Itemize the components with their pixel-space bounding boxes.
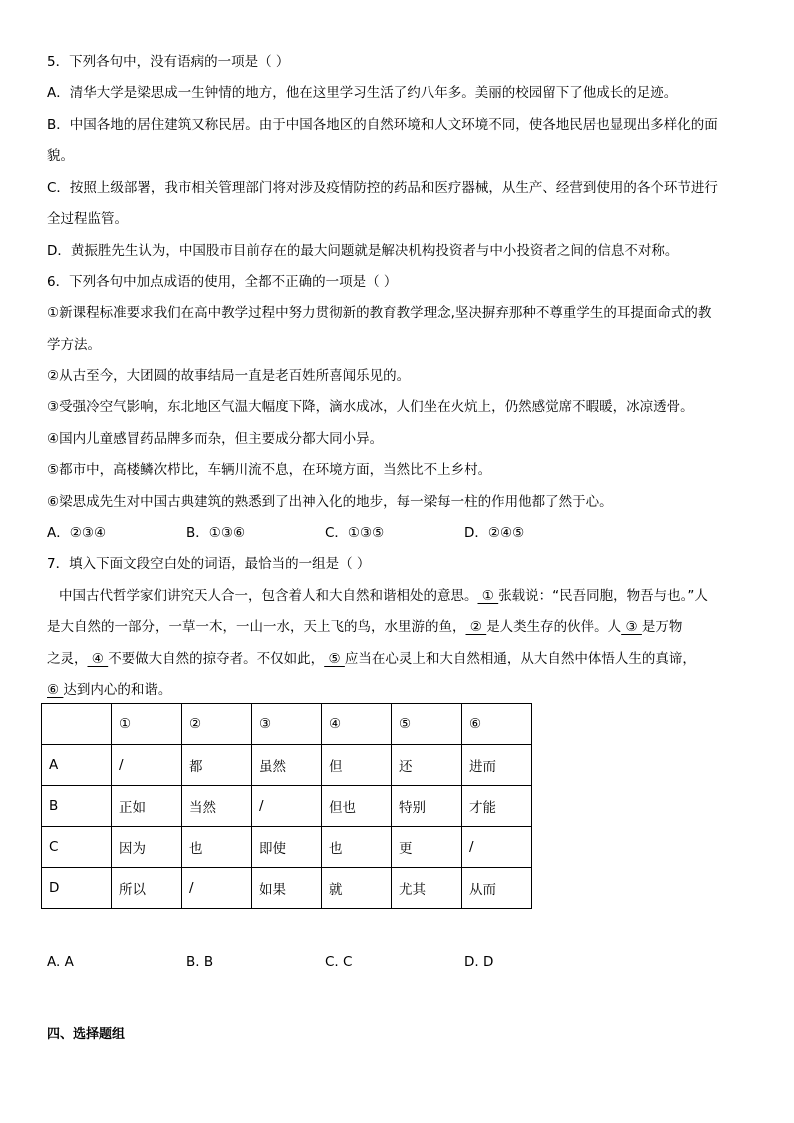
table-cell: 当然 [182,786,252,827]
q6-sentence-1b: 学方法。 [47,337,101,353]
q5-option-d: D．黄振胜先生认为，中国股市目前存在的最大问题就是解决机构投资者与中小投资者之间的信息不对称。 [47,243,679,259]
q5-option-c-line1: C．按照上级部署，我市相关管理部门将对涉及疫情防控的药品和医疗器械，从生产、经营到使用的各个环节进行 [47,180,718,196]
q7-blank-1: ① [477,588,499,604]
table-cell: 如果 [252,868,322,909]
q7-option-a[interactable]: A. A [47,954,74,970]
q6-option-c[interactable]: C．①③⑤ [325,525,385,541]
table-cell: 进而 [462,745,532,786]
q6-option-b[interactable]: B．①③⑥ [186,525,246,541]
q7-passage-line4 [47,680,171,700]
q7-blank-3: ③ [621,619,642,635]
table-cell: 正如 [112,786,182,827]
q7-option-d[interactable]: D. D [464,954,494,970]
q7-passage-text: 不要做大自然的掠夺者。不仅如此， [108,651,325,667]
table-cell: C [42,827,112,868]
q6-options [47,523,524,543]
q6-option-d[interactable]: D．②④⑤ [464,525,525,541]
table-cell: 从而 [462,868,532,909]
table-cell: 但 [322,745,392,786]
q7-passage-text: 应当在心灵上和大自然相通，从大自然中体悟人生的真谛， [344,651,696,667]
q7-options [47,952,493,972]
table-cell: / [462,827,532,868]
table-cell: 也 [322,827,392,868]
table-cell: A [42,745,112,786]
q7-passage-line2 [47,617,682,637]
q7-passage-line3 [47,649,696,669]
q6-stem: 6．下列各句中加点成语的使用，全都不正确的一项是（ ） [47,274,398,290]
q7-option-c[interactable]: C. C [325,954,353,970]
q5-option-c-line2: 全过程监管。 [47,211,128,227]
q7-passage-text: 张载说：“民吾同胞，物吾与也。”人 [498,588,708,604]
q7-option-b[interactable]: B. B [186,954,214,970]
q7-blank-2: ② [465,619,487,635]
q7-passage-text: 是人类生存的伙伴。人 [486,619,622,635]
table-cell: ⑥ [462,704,532,745]
q7-blank-4: ④ [87,651,109,667]
q7-passage-line1 [59,586,708,606]
table-cell: 但也 [322,786,392,827]
q6-sentence-4: ④国内儿童感冒药品牌多而杂，但主要成分都大同小异。 [47,431,384,447]
table-row [42,745,532,786]
table-cell: 尤其 [392,868,462,909]
table-cell: 即使 [252,827,322,868]
q5-stem: 5．下列各句中，没有语病的一项是（ ） [47,54,290,70]
table-cell: ② [182,704,252,745]
q6-sentence-5: ⑤都市中，高楼鳞次栉比，车辆川流不息，在环境方面，当然比不上乡村。 [47,462,492,478]
q7-passage-text: 是大自然的一部分，一草一木，一山一水，天上飞的鸟，水里游的鱼， [47,619,466,635]
q7-blank-5: ⑤ [324,651,345,667]
table-cell: D [42,868,112,909]
q6-option-a[interactable]: A．②③④ [47,525,107,541]
table-cell: 所以 [112,868,182,909]
section-heading: 四、选择题组 [47,1027,126,1042]
table-cell: / [112,745,182,786]
q6-sentence-6: ⑥梁思成先生对中国古典建筑的熟悉到了出神入化的地步，每一梁每一柱的作用他都了然于心。 [47,494,613,510]
q6-sentence-3: ③受强冷空气影响，东北地区气温大幅度下降，滴水成冰，人们坐在火炕上，仍然感觉席不暇暖，冰凉透骨。 [47,399,694,415]
table-header-row [42,704,532,745]
table-cell: ④ [322,704,392,745]
q7-blank-6: ⑥ [47,682,64,698]
table-cell: 因为 [112,827,182,868]
table-cell: ⑤ [392,704,462,745]
table-cell: B [42,786,112,827]
q5-option-a: A．清华大学是梁思成一生钟情的地方，他在这里学习生活了约八年多。美丽的校园留下了他成长的足迹。 [47,85,678,101]
table-cell: 才能 [462,786,532,827]
q7-stem: 7．填入下面文段空白处的词语，最恰当的一组是（ ） [47,556,371,572]
table-cell: 就 [322,868,392,909]
table-cell: 特别 [392,786,462,827]
table-cell [42,704,112,745]
q5-option-b-line1: B．中国各地的居住建筑又称民居。由于中国各地区的自然环境和人文环境不同，使各地民居也显现出多样化的面 [47,117,718,133]
q7-passage-text: 是万物 [641,619,683,635]
table-cell: 还 [392,745,462,786]
table-row [42,868,532,909]
table-cell: 也 [182,827,252,868]
table-cell: / [252,786,322,827]
table-row [42,786,532,827]
q6-sentence-2: ②从古至今，大团圆的故事结局一直是老百姓所喜闻乐见的。 [47,368,411,384]
table-row [42,827,532,868]
q7-passage-text: 达到内心的和谐。 [63,682,172,698]
table-cell: 虽然 [252,745,322,786]
table-cell: ① [112,704,182,745]
table-cell: / [182,868,252,909]
table-cell: ③ [252,704,322,745]
q7-passage-text: 中国古代哲学家们讲究天人合一，包含着人和大自然和谐相处的意思。 [59,588,478,604]
q6-sentence-1a: ①新课程标准要求我们在高中教学过程中努力贯彻新的教育教学理念,坚决摒弃那种不尊重学生的耳提面命式的教 [47,305,712,321]
table-cell: 都 [182,745,252,786]
q7-passage-text: 之灵， [47,651,88,667]
table-cell: 更 [392,827,462,868]
q5-option-b-line2: 貌。 [47,148,74,164]
q7-answer-table [41,703,532,909]
